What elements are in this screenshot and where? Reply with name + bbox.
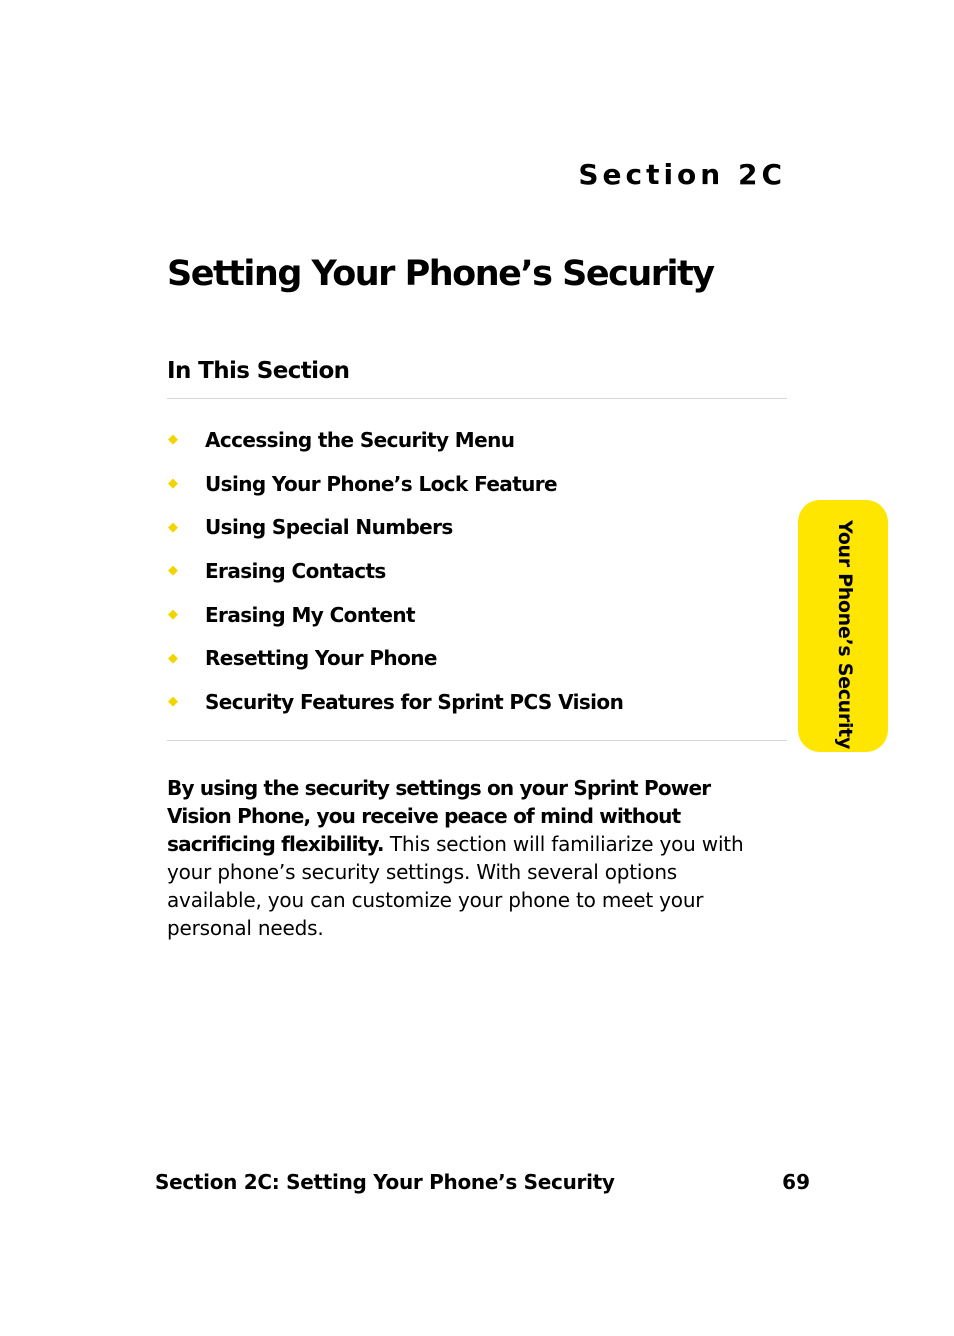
list-item-label: Erasing My Content bbox=[205, 602, 415, 627]
diamond-bullet-icon: ◆ bbox=[168, 694, 178, 710]
list-item-label: Accessing the Security Menu bbox=[205, 427, 515, 452]
intro-text: This section will familiarize you with your phone’s security settings. With several options available, you can customize your phone to meet your personal needs. bbox=[167, 832, 744, 940]
intro-bold-text: By using the security settings on your Sprint Power Vision Phone, you receive peace of mind without sacrificing flexibility. bbox=[167, 776, 711, 856]
diamond-bullet-icon: ◆ bbox=[168, 519, 178, 535]
top-divider bbox=[167, 398, 787, 399]
list-item-erasing-contacts[interactable] bbox=[167, 549, 623, 593]
list-item-label: Using Your Phone’s Lock Feature bbox=[205, 471, 558, 496]
list-item-label: Erasing Contacts bbox=[205, 558, 386, 583]
page-title: Setting Your Phone’s Security bbox=[167, 254, 714, 294]
section-contents-list bbox=[167, 418, 623, 724]
side-tab-label: Your Phone’s Security bbox=[834, 520, 856, 750]
list-item-special-numbers[interactable] bbox=[167, 505, 623, 549]
bottom-divider bbox=[167, 740, 787, 741]
list-item-label: Resetting Your Phone bbox=[205, 646, 437, 671]
list-item-erasing-my-content[interactable] bbox=[167, 593, 623, 637]
diamond-bullet-icon: ◆ bbox=[168, 476, 178, 492]
list-item-lock-feature[interactable] bbox=[167, 462, 623, 506]
list-item-label: Security Features for Sprint PCS Vision bbox=[205, 689, 624, 714]
diamond-bullet-icon: ◆ bbox=[168, 563, 178, 579]
list-item-security-features-vision[interactable] bbox=[167, 680, 623, 724]
intro-paragraph bbox=[167, 774, 767, 942]
list-item-accessing-security-menu[interactable] bbox=[167, 418, 623, 462]
list-item-label: Using Special Numbers bbox=[205, 515, 453, 540]
diamond-bullet-icon: ◆ bbox=[168, 607, 178, 623]
diamond-bullet-icon: ◆ bbox=[168, 432, 178, 448]
section-label: Section 2C bbox=[578, 158, 786, 191]
in-this-section-heading: In This Section bbox=[167, 358, 350, 384]
list-item-resetting-phone[interactable] bbox=[167, 636, 623, 680]
page-number: 69 bbox=[782, 1170, 810, 1194]
footer-section-title: Section 2C: Setting Your Phone’s Security bbox=[155, 1170, 615, 1194]
diamond-bullet-icon: ◆ bbox=[168, 650, 178, 666]
